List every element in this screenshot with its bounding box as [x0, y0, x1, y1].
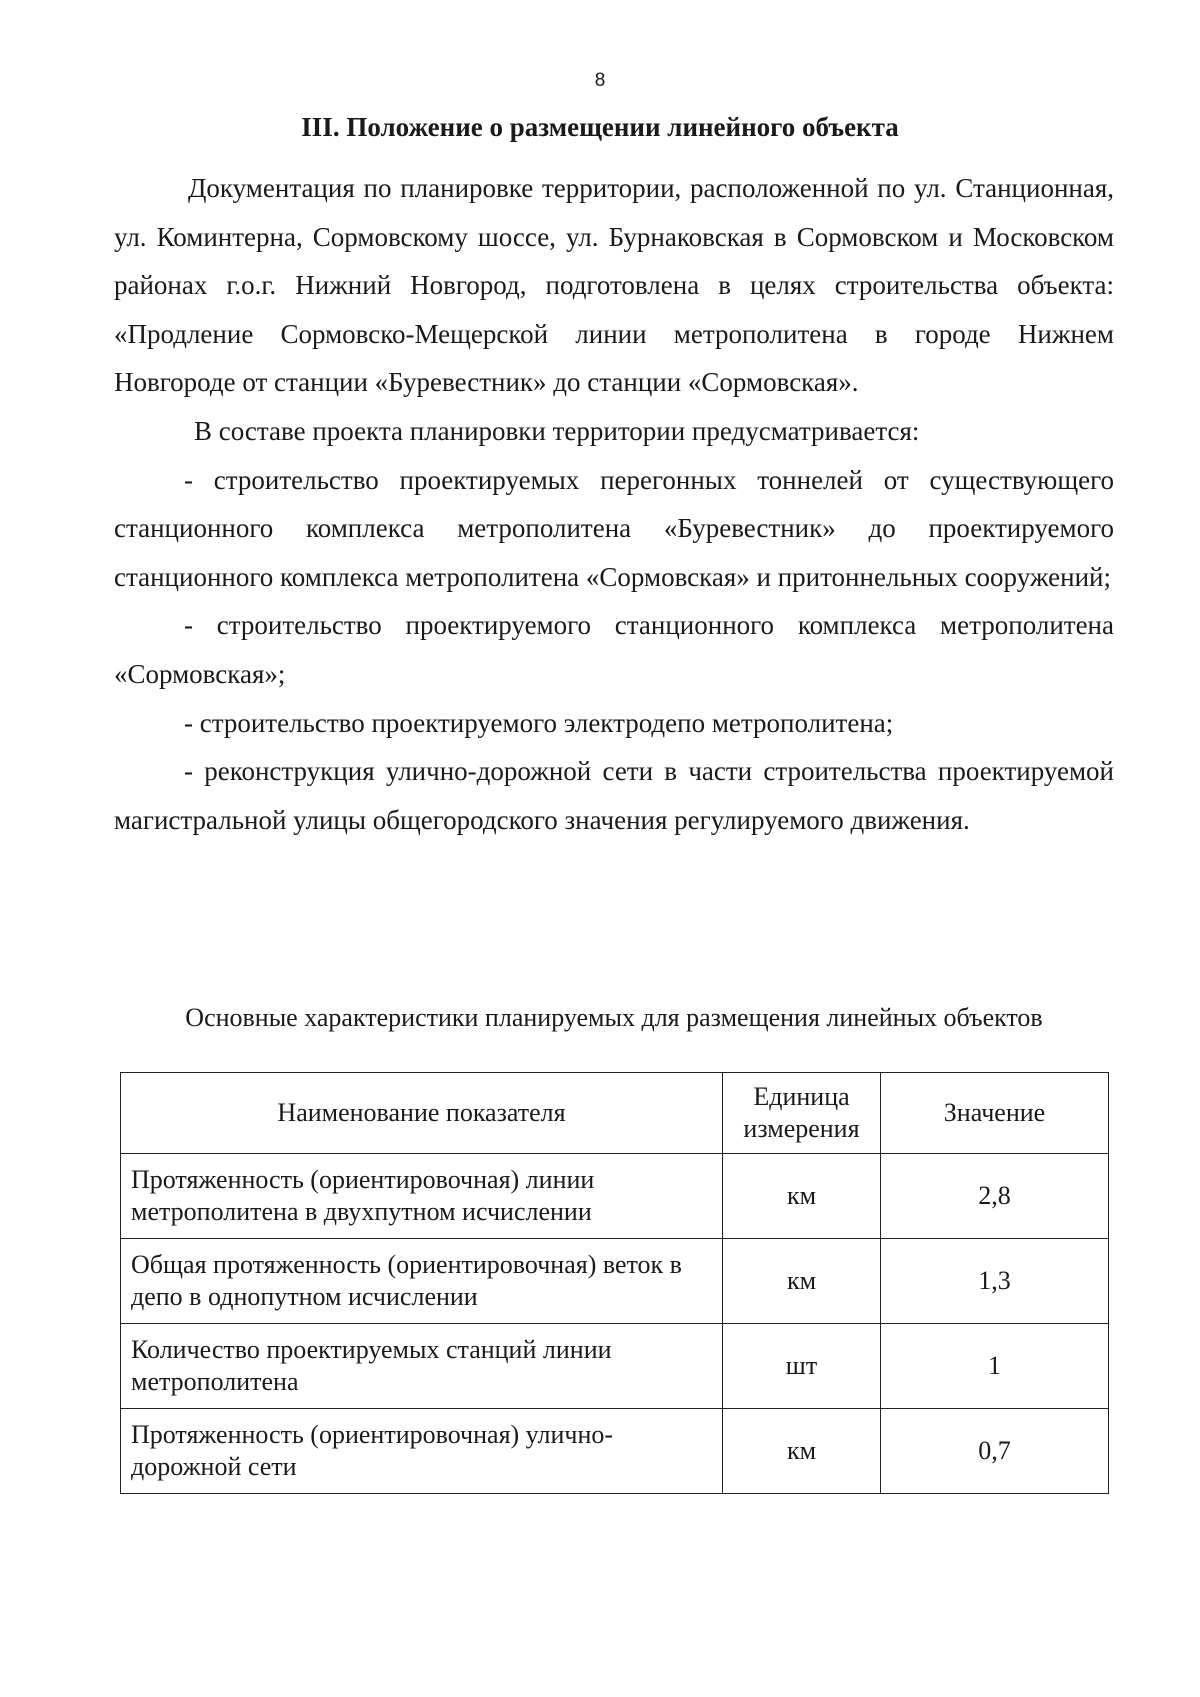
row-value: 2,8 — [881, 1154, 1109, 1239]
table-row — [121, 1239, 1109, 1324]
row-name: Протяженность (ориентировочная) улично-дорожной сети — [121, 1409, 723, 1494]
list-item-depot: - строительство проектируемого электродепо метрополитена; — [184, 707, 894, 738]
row-value: 1,3 — [881, 1239, 1109, 1324]
table-row — [121, 1154, 1109, 1239]
paragraph-project-composition: В составе проекта планировки территории предусматривается: — [194, 415, 920, 446]
list-item-tunnels: - строительство проектируемых перегонных тоннелей от существующего станционного комплекса метрополитена «Буревестник» до проектируемого станционного комплекса метрополитена «Сормовская» и притоннельных сооружений; — [114, 464, 1114, 592]
header-unit: Единица измерения — [723, 1073, 881, 1154]
row-unit: км — [723, 1239, 881, 1324]
row-value: 1 — [881, 1324, 1109, 1409]
paragraph-documentation: Документация по планировке территории, расположенной по ул. Станционная, ул. Коминтерна, Сормовскому шоссе, ул. Бурнаковская в Сормовском и Московском районах г.о.г. Нижний Новгород, подготовлена в целях строительства объекта: «Продление Сормовско-Мещерской линии метрополитена в городе Нижнем Новгороде от станции «Буревестник» до станции «Сормовская». — [114, 173, 1114, 398]
row-unit: км — [723, 1154, 881, 1239]
table-row — [121, 1409, 1109, 1494]
body-text — [114, 164, 1114, 844]
row-unit: шт — [723, 1324, 881, 1409]
list-item-road-reconstruction: - реконструкция улично-дорожной сети в части строительства проектируемой магистральной улицы общегородского значения регулируемого движения. — [114, 756, 1114, 835]
header-name: Наименование показателя — [121, 1073, 723, 1154]
row-unit: км — [723, 1409, 881, 1494]
row-value: 0,7 — [881, 1409, 1109, 1494]
table-caption: Основные характеристики планируемых для размещения линейных объектов — [185, 1003, 1043, 1032]
section-heading: III. Положение о размещении линейного объекта — [301, 112, 899, 142]
table-row — [121, 1324, 1109, 1409]
row-name: Общая протяженность (ориентировочная) веток в депо в однопутном исчислении — [121, 1239, 723, 1324]
characteristics-table — [120, 1072, 1109, 1494]
list-item-station: - строительство проектируемого станционного комплекса метрополитена «Сормовская»; — [114, 610, 1114, 689]
table-header-row — [121, 1073, 1109, 1154]
row-name: Протяженность (ориентировочная) линии метрополитена в двухпутном исчислении — [121, 1154, 723, 1239]
page-number: 8 — [594, 70, 606, 91]
row-name: Количество проектируемых станций линии метрополитена — [121, 1324, 723, 1409]
header-value: Значение — [881, 1073, 1109, 1154]
